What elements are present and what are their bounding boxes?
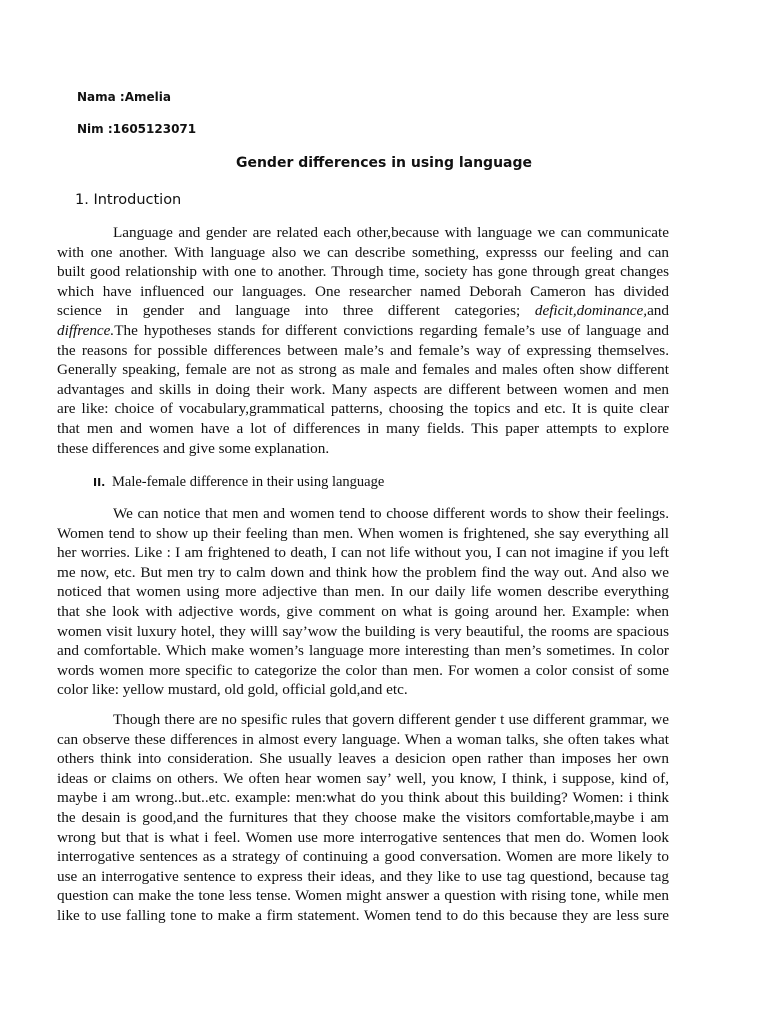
- paragraph-line: [57, 301, 669, 321]
- paragraph-line: advantages and skills in doing their work. Many aspects are different between women and men: [57, 380, 669, 398]
- paragraph-line: Women tend to show up their feeling than men. When women is frightened, she say everything all: [57, 524, 669, 542]
- paragraph-line: use an interrogative sentence to express their ideas, and they like to use tag questiond, because tag: [57, 867, 669, 885]
- paragraph-line: are like: choice of vocabulary,grammatical patterns, choosing the topics and etc. It is quite clear: [57, 400, 669, 418]
- line-segment: science in gender and language into three different categories;: [57, 302, 521, 320]
- paragraph-line: Language and gender are related each other,because with language we can communicate: [113, 224, 669, 241]
- paragraph-line: which have influenced our languages. One researcher named Deborah Cameron has divided: [57, 282, 669, 300]
- paragraph-line: color like: yellow mustard, old gold, official gold,and etc.: [57, 681, 408, 699]
- paragraph-line: words women more specific to categorize the color than men. For women a color consist of some: [57, 661, 669, 679]
- paragraph-line: like to use falling tone to make a firm statement. Women tend to do this because they are less sure: [57, 906, 669, 924]
- italic-categories: deficit,dominance,: [534, 302, 648, 320]
- student-nim-line: Nim :1605123071: [77, 122, 197, 136]
- paragraph-line: noticed that women using more adjective than men. In our daily life women describe everything: [57, 583, 669, 601]
- paragraph-line: Though there are no spesific rules that govern different gender t use different grammar, we: [113, 711, 669, 728]
- paragraph-line: and comfortable. Which make women’s language more interesting than men’s sometimes. In color: [57, 642, 669, 660]
- section2-paragraph-2: [57, 710, 669, 926]
- paragraph-line: We can notice that men and women tend to choose different words to show their feelings.: [113, 505, 669, 522]
- paragraph-line: [57, 321, 669, 341]
- section-number: II.: [93, 476, 106, 489]
- document-title: Gender differences in using language: [235, 155, 533, 171]
- paragraph-line: wrong but that is what i feel. Women use more interrogative sentences that men do. Women look: [57, 828, 669, 846]
- paragraph-line: interrogative sentences as a strategy of continuing a good conversation. Women are more likely to: [57, 848, 669, 866]
- paragraph-line: the desain is good,and the furnitures that they choose make the visitors comfortable,maybe i am: [57, 808, 669, 826]
- paragraph-line: can observe these differences in almost every language. When a woman talks, she often takes what: [57, 730, 669, 748]
- paragraph-line: maybe i am wrong..but..etc. example: men:what do you think about this building? Women: i think: [57, 789, 669, 807]
- paragraph-line: that she look with adjective words, give comment on what is going around her. Example: when: [57, 602, 669, 620]
- section-heading-male-female: [93, 472, 384, 493]
- paragraph-line: her worries. Like : I am frightened to death, I can not life without you, I can not imagine if you left: [57, 544, 669, 562]
- paragraph-line: these differences and give some explanation.: [57, 439, 330, 457]
- paragraph-line: ideas or claims on others. We often hear women say’ well, you know, I think, i suppose, kind of,: [57, 769, 669, 787]
- paragraph-line: question can make the tone less tense. Women might answer a question with rising tone, while men: [57, 887, 669, 905]
- line-segment: The hypotheses stands for different convictions regarding female’s use of language and: [114, 321, 669, 339]
- introduction-paragraph: [57, 223, 669, 458]
- paragraph-line: Generally speaking, female are not as strong as male and females and males often show different: [57, 361, 669, 379]
- paragraph-line: the reasons for possible differences between male’s and female’s way of expressing themselves.: [57, 341, 669, 359]
- paragraph-line: women visit luxury hotel, they willl say’wow the building is very beautiful, the rooms are spacious: [57, 622, 669, 640]
- student-name-line: Nama :Amelia: [77, 90, 171, 104]
- section2-paragraph-1: [57, 504, 669, 700]
- paragraph-line: others think into consideration. She usually leaves a desicion open rather than imposes her own: [57, 750, 669, 768]
- section-heading-introduction: 1. Introduction: [75, 192, 182, 208]
- paragraph-line: built good relationship with one to another. Through time, society has gone through great changes: [57, 263, 669, 281]
- italic-diffrence: diffrence.: [57, 321, 115, 339]
- paragraph-line: with one another. With language also we can describe something, expresss our feeling and can: [57, 243, 669, 261]
- paragraph-line: that men and women have a lot of differences in many fields. This paper attempts to explore: [57, 419, 669, 437]
- paragraph-line: me now, etc. But men try to calm down and think how the problem find the way out. And also we: [57, 563, 669, 581]
- line-segment: and: [647, 302, 669, 320]
- section-title: Male-female difference in their using language: [112, 474, 385, 490]
